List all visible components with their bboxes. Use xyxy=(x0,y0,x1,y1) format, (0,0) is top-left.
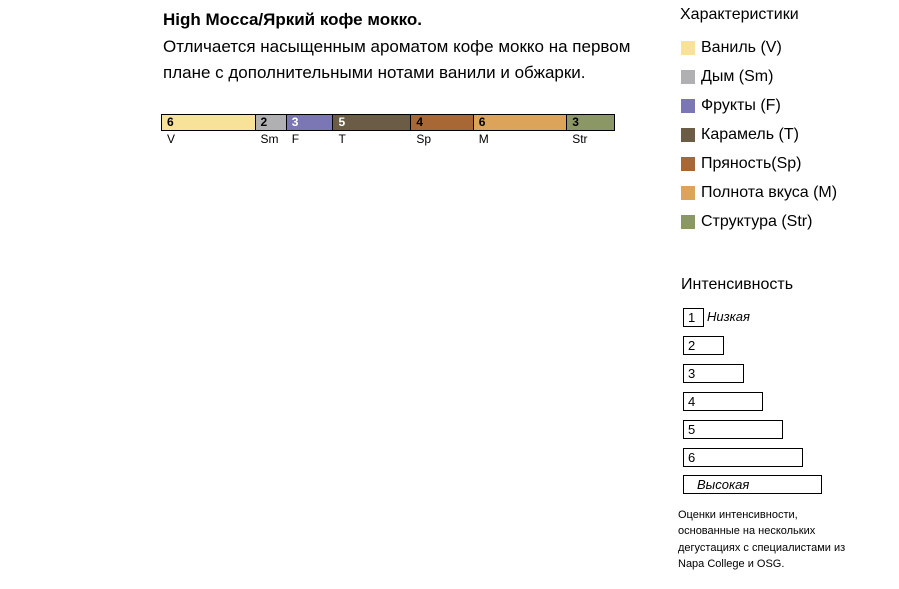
intensity-level-2: 2 xyxy=(683,336,724,355)
profile-value: 6 xyxy=(478,115,486,129)
intensity-level-3: 3 xyxy=(683,364,744,383)
profile-value: 2 xyxy=(260,115,268,129)
profile-value: 4 xyxy=(416,115,424,129)
legend-label: Полнота вкуса (M) xyxy=(701,184,838,201)
profile-segment-m xyxy=(474,115,568,146)
profile-segment-str xyxy=(567,115,614,146)
profile-segment-sm xyxy=(256,115,287,146)
intensity-high-label: Высокая xyxy=(683,475,822,494)
profile-segment-t xyxy=(333,115,411,146)
footnote: Оценки интенсивности, основанные на нескольких дегустациях с специалистами из Napa College и OSG. xyxy=(678,509,846,571)
legend-swatch xyxy=(681,70,695,84)
product-description: Отличается насыщенным ароматом кофе мокко на первом плане с дополнительными нотами ванили и обжарки. xyxy=(163,37,631,82)
legend-swatch xyxy=(681,215,695,229)
profile-abbr: Sp xyxy=(416,132,432,146)
profile-segment-sp xyxy=(411,115,473,146)
legend-title: Характеристики xyxy=(680,6,799,23)
flavor-profile-bar xyxy=(161,114,615,146)
profile-value: 3 xyxy=(572,115,579,129)
profile-abbr: F xyxy=(291,132,300,146)
legend-item xyxy=(681,38,782,58)
legend-item xyxy=(681,154,802,174)
legend-label: Фрукты (F) xyxy=(701,97,781,114)
legend-item xyxy=(681,212,812,232)
intensity-low-label: Низкая xyxy=(707,309,750,324)
legend-label: Карамель (T) xyxy=(701,126,799,143)
profile-value: 3 xyxy=(291,115,299,129)
legend-swatch xyxy=(681,99,695,113)
profile-abbr: V xyxy=(167,132,176,146)
intensity-level-5: 5 xyxy=(683,420,783,439)
legend-item xyxy=(681,183,837,203)
profile-abbr: Sm xyxy=(260,132,279,146)
profile-segment-v xyxy=(162,115,256,146)
legend-item xyxy=(681,67,773,87)
legend-label: Пряность(Sp) xyxy=(701,155,802,172)
legend-label: Дым (Sm) xyxy=(701,68,774,85)
legend-swatch xyxy=(681,186,695,200)
legend-item xyxy=(681,125,799,145)
legend-item xyxy=(681,96,781,116)
intensity-level-4: 4 xyxy=(683,392,763,411)
product-title: High Mocca/Яркий кофе мокко. xyxy=(163,10,422,29)
profile-abbr: M xyxy=(478,132,489,146)
profile-abbr: Str xyxy=(572,132,588,146)
profile-segment-f xyxy=(287,115,334,146)
intensity-level-1: 1 xyxy=(683,308,704,327)
legend-swatch xyxy=(681,128,695,142)
profile-value: 5 xyxy=(338,115,346,129)
legend-label: Структура (Str) xyxy=(701,213,813,230)
legend-swatch xyxy=(681,157,695,171)
intensity-level-6: 6 xyxy=(683,448,803,467)
legend-swatch xyxy=(681,41,695,55)
profile-abbr: T xyxy=(338,132,346,146)
profile-value: 6 xyxy=(167,115,174,129)
intensity-title: Интенсивность xyxy=(681,276,794,293)
legend-label: Ваниль (V) xyxy=(701,39,782,56)
